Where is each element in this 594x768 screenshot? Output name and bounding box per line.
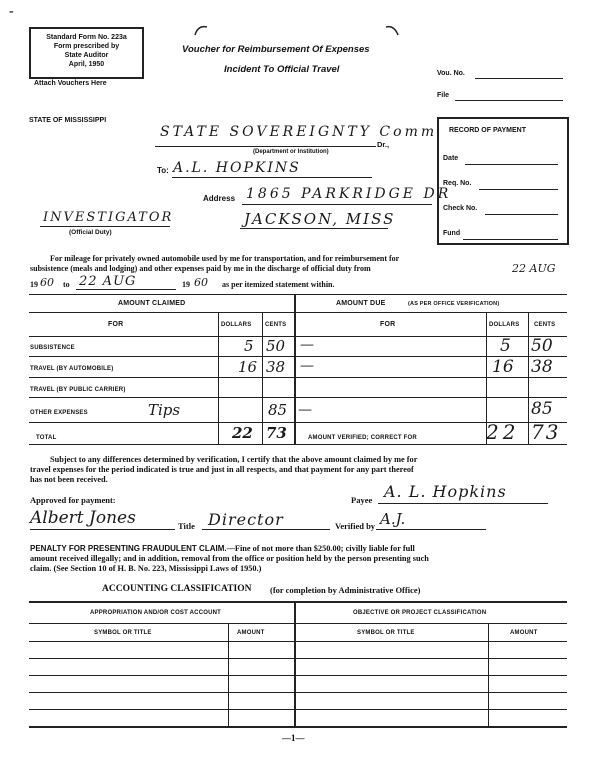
department-value: STATE SOVEREIGNTY Comm — [160, 124, 438, 140]
other-due-mark: — — [298, 402, 312, 418]
file-line — [455, 100, 563, 101]
voucher-subtitle: Incident To Official Travel — [224, 64, 340, 75]
penalty-line-1: —Fine of not more than $250.00; civilly liable for full — [226, 544, 415, 553]
voucher-title: Voucher for Reimbursement Of Expenses — [182, 44, 370, 55]
approver-line — [30, 529, 175, 530]
verified-by-value: A.J. — [380, 510, 406, 528]
other-item-value: Tips — [148, 401, 181, 419]
verified-cents: 73 — [531, 420, 561, 444]
accounting-title: ACCOUNTING CLASSIFICATION — [102, 584, 252, 594]
page-number: —1— — [282, 733, 305, 743]
title-line — [202, 529, 330, 530]
address-value: 1865 PARKRIDGE DR — [246, 186, 452, 202]
table-bottom-border — [29, 444, 567, 445]
approved-label: Approved for payment: — [30, 495, 116, 505]
verified-dollars: 22 — [486, 420, 520, 444]
department-caption: (Department or Institution) — [253, 149, 329, 155]
record-date-line — [465, 164, 558, 165]
auto-cents: 38 — [266, 358, 286, 376]
voucher-number-line — [475, 78, 563, 79]
due-for-header: FOR — [380, 321, 396, 328]
to-date-label: to — [63, 280, 70, 289]
row-label-other: OTHER EXPENSES — [30, 410, 88, 416]
center-divider — [294, 294, 296, 444]
acct-header-line — [29, 623, 567, 624]
col-cents-divider — [262, 312, 263, 444]
title-label: Title — [178, 521, 195, 531]
acct-center-divider — [294, 601, 296, 726]
department-line — [155, 146, 376, 147]
row-label-auto: TRAVEL (BY AUTOMOBILE) — [30, 366, 114, 372]
col-dollars-divider — [218, 312, 219, 444]
state-label: STATE OF MISSISSIPPI — [29, 117, 107, 124]
acct-row-line-3 — [29, 675, 567, 676]
acct-right-header: OBJECTIVE OR PROJECT CLASSIFICATION — [353, 610, 487, 616]
acct-row-line-4 — [29, 692, 567, 693]
penalty-line-2: amount received illegally; and in addition, removal from the office or position held by the person presenting such — [30, 554, 429, 563]
acct-amount-divider-1 — [228, 623, 229, 726]
year-2-value: 60 — [194, 276, 208, 289]
official-duty-caption: (Official Duty) — [69, 229, 112, 236]
certify-line-3: has not been received. — [30, 475, 108, 484]
payee-label: Payee — [351, 495, 373, 505]
accounting-note: (for completion by Administrative Office) — [270, 585, 421, 595]
total-dollars: 22 — [232, 424, 253, 442]
claimed-for-header: FOR — [108, 321, 124, 328]
stray-mark: - — [9, 4, 14, 19]
statement-text — [30, 254, 570, 274]
subsistence-due-cents: 50 — [531, 336, 553, 356]
to-label: To: — [157, 166, 169, 175]
subsistence-cents: 50 — [266, 337, 286, 355]
to-line — [172, 177, 372, 178]
acct-row-line-5 — [29, 709, 567, 710]
due-cents-header: CENTS — [534, 322, 556, 328]
form-prescribed: Form prescribed by — [53, 43, 120, 50]
city-value: JACKSON, MISS — [244, 210, 396, 228]
certify-line-1: Subject to any differences determined by verification, I certify that the above amount claimed by me for — [50, 455, 418, 464]
record-title: RECORD OF PAYMENT — [449, 127, 527, 134]
penalty-line-3: claim. (See Section 10 of H. B. No. 223, Mississippi Laws of 1950.) — [30, 564, 262, 573]
acct-amount-divider-2 — [488, 623, 489, 726]
penalty-heading: PENALTY FOR PRESENTING FRAUDULENT CLAIM. — [30, 544, 227, 553]
row-label-subsistence: SUBSISTENCE — [30, 345, 75, 351]
form-date: April, 1950 — [68, 61, 105, 68]
total-label: TOTAL — [36, 435, 57, 441]
acct-row-line-1 — [29, 641, 567, 642]
statement-tail: as per itemized statement within. — [222, 280, 335, 289]
official-duty-line — [40, 226, 170, 227]
city-line — [240, 228, 388, 229]
acct-amount-header-2: AMOUNT — [510, 630, 538, 636]
payee-name-value: A.L. HOPKINS — [173, 160, 301, 176]
acct-symbol-header-2: SYMBOL OR TITLE — [357, 630, 415, 636]
file-label: File — [437, 92, 450, 99]
other-cents: 85 — [268, 401, 288, 419]
subsistence-due-dollars: 5 — [500, 336, 511, 356]
punch-mark-right — [382, 24, 402, 36]
punch-mark-left — [192, 24, 212, 36]
form-auditor: State Auditor — [64, 52, 109, 59]
record-fund-label: Fund — [443, 230, 461, 237]
verified-by-label: Verified by — [335, 521, 376, 531]
title-value: Director — [208, 510, 284, 529]
record-check-label: Check No. — [443, 205, 478, 212]
from-date-value: 22 AUG — [512, 262, 556, 275]
certification-text — [30, 455, 570, 485]
official-duty-value: INVESTIGATOR — [43, 210, 174, 225]
verified-label: AMOUNT VERIFIED; CORRECT FOR — [308, 435, 417, 441]
statement-line-1: For mileage for privately owned automobile used by me for transportation, and for reimbursement for — [50, 254, 400, 263]
statement-line-2: subsistence (meals and lodging) and other expenses paid by me in the discharge of official duty from — [30, 264, 371, 273]
auto-due-mark: — — [300, 358, 314, 374]
year-1-value: 60 — [40, 276, 54, 289]
due-cents-divider — [528, 312, 529, 444]
claimed-dollars-header: DOLLARS — [221, 322, 252, 328]
voucher-number-label: Vou. No. — [437, 70, 465, 77]
auto-dollars: 16 — [238, 358, 258, 376]
record-req-line — [479, 189, 558, 190]
claimed-cents-header: CENTS — [265, 322, 287, 328]
payee-signature: A. L. Hopkins — [384, 482, 507, 501]
record-req-label: Req. No. — [443, 180, 472, 187]
table-top-border — [29, 294, 567, 295]
verified-by-line — [376, 529, 486, 530]
auto-due-dollars: 16 — [492, 357, 514, 377]
record-fund-line — [463, 239, 558, 240]
acct-amount-header-1: AMOUNT — [237, 630, 265, 636]
acct-symbol-header-1: SYMBOL OR TITLE — [94, 630, 152, 636]
acct-row-line-2 — [29, 658, 567, 659]
record-check-line — [485, 214, 558, 215]
auto-due-cents: 38 — [531, 357, 553, 377]
due-dollars-header: DOLLARS — [489, 322, 520, 328]
form-number-box — [29, 27, 144, 79]
row-label-carrier: TRAVEL (BY PUBLIC CARRIER) — [30, 387, 126, 393]
total-cents: 73 — [266, 424, 287, 442]
to-date-value: 22 AUG — [79, 274, 137, 289]
payee-line — [378, 503, 548, 504]
certify-line-2: travel expenses for the period indicated is true and just in all respects, and that payment for any part thereof — [30, 465, 414, 474]
dr-label: Dr., — [377, 140, 390, 149]
attach-vouchers-label: Attach Vouchers Here — [34, 80, 107, 87]
other-due-cents: 85 — [531, 399, 553, 419]
acct-bottom-border — [29, 726, 567, 728]
address-line — [242, 204, 432, 205]
amount-due-note: (AS PER OFFICE VERIFICATION) — [408, 301, 500, 307]
year-prefix-2: 19 — [182, 280, 190, 289]
record-of-payment-box — [437, 117, 569, 245]
to-date-line — [76, 289, 176, 290]
address-label: Address — [203, 194, 236, 203]
penalty-text — [30, 544, 570, 574]
amount-claimed-header: AMOUNT CLAIMED — [118, 300, 186, 307]
year-prefix-1: 19 — [30, 280, 38, 289]
amount-due-header: AMOUNT DUE — [336, 300, 386, 307]
subsistence-due-mark: — — [300, 337, 314, 353]
acct-left-header: APPROPRIATION AND/OR COST ACCOUNT — [90, 610, 222, 616]
record-date-label: Date — [443, 155, 459, 162]
form-number: Standard Form No. 223a — [46, 34, 127, 41]
subsistence-dollars: 5 — [244, 337, 254, 355]
acct-top-border — [29, 601, 567, 603]
approver-signature: Albert Jones — [30, 508, 136, 528]
